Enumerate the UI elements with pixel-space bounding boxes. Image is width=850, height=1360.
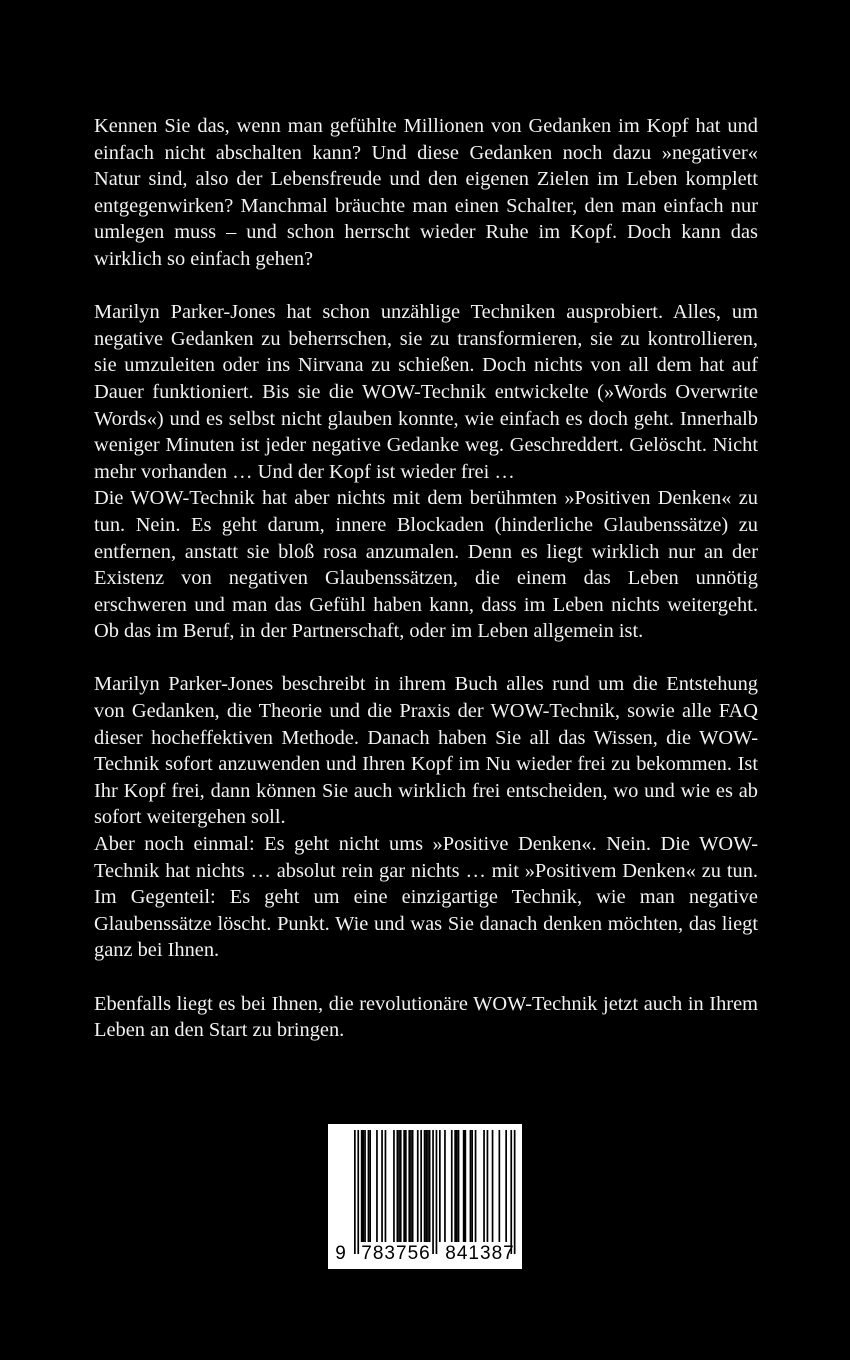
isbn-barcode <box>328 1124 522 1269</box>
barcode-bar <box>368 1130 370 1242</box>
barcode-digits <box>328 1242 522 1266</box>
barcode-guard-bar <box>514 1130 516 1254</box>
barcode-bar <box>400 1130 402 1242</box>
paragraph-author-story: Marilyn Parker-Jones hat schon unzählige Techniken ausprobiert. Alles, um negative Gedanken zu beherrschen, sie zu transformieren, sie zu kontrollieren, sie umzuleiten oder ins Nirvana zu schießen. Doch nichts von all dem hat auf Dauer funktioniert. Bis sie die WOW-Technik entwickelte (»Words Overwrite Words«) und es selbst nicht glauben konnte, wie einfach es doch geht. Innerhalb weniger Minuten ist jeder negative Gedanke weg. Geschreddert. Gelöscht. Nicht mehr vorhanden … Und der Kopf ist wieder frei … <box>94 301 758 483</box>
barcode-lead-digit: 9 <box>335 1243 347 1264</box>
barcode-bar <box>405 1130 407 1242</box>
paragraph-call-to-action: Ebenfalls liegt es bei Ihnen, die revolutionäre WOW-Technik jetzt auch in Ihrem Leben an den Start zu bringen. <box>94 992 758 1042</box>
barcode-bar <box>361 1130 363 1242</box>
barcode-bar <box>363 1130 365 1242</box>
barcode-bar <box>397 1130 399 1242</box>
barcode-guard-bar <box>436 1130 438 1254</box>
paragraph-book-content: Marilyn Parker-Jones beschreibt in ihrem Buch alles rund um die Entstehung von Gedanken, die Theorie und die Praxis der WOW-Technik, sowie alle FAQ dieser hocheffektiven Methode. Danach haben Sie all das Wissen, die WOW-Technik sofort anzuwenden und Ihren Kopf im Nu wieder frei zu bekommen. Ist Ihr Kopf frei, dann können Sie auch wirklich frei entscheiden, wo und wie es ab sofort weitergehen soll. <box>94 673 758 829</box>
barcode-bar <box>398 1130 400 1242</box>
barcode-bar <box>456 1130 458 1242</box>
barcode-bar <box>425 1130 427 1242</box>
barcode-bar <box>444 1130 446 1242</box>
paragraph-intro: Kennen Sie das, wenn man gefühlte Millionen von Gedanken im Kopf hat und einfach nicht abschalten kann? Und diese Gedanken noch dazu »negativer« Natur sind, also der Lebensfreude und den eigenen Zielen im Leben komplett entgegenwirken? Manchmal bräuchte man einen Schalter, den man einfach nur umlegen muss – und schon herrscht wieder Ruhe im Kopf. Doch kann das wirklich so einfach gehen? <box>94 115 758 270</box>
barcode-bar <box>364 1130 366 1242</box>
barcode-bar <box>471 1130 473 1242</box>
barcode-guard-bar <box>354 1130 356 1254</box>
barcode-bar <box>463 1130 465 1242</box>
barcode-bar <box>465 1130 467 1242</box>
barcode-bar <box>427 1130 429 1242</box>
barcode-bar <box>483 1130 485 1242</box>
barcode-bar <box>381 1130 383 1242</box>
barcode-bar <box>505 1130 507 1242</box>
barcode-bar <box>439 1130 441 1242</box>
barcode-bar <box>454 1130 456 1242</box>
barcode-left-group: 783756 <box>361 1243 431 1264</box>
barcode-bar <box>410 1130 412 1242</box>
barcode-bar <box>420 1130 422 1242</box>
barcode-bar <box>429 1130 431 1242</box>
barcode-guard-bar <box>357 1130 359 1254</box>
barcode-bar <box>424 1130 426 1242</box>
barcode-bar <box>376 1130 378 1242</box>
barcode-bar <box>492 1130 494 1242</box>
paragraph-not-positive-thinking: Aber noch einmal: Es geht nicht ums »Positive Denken«. Nein. Die WOW-Technik hat nichts … absolut rein gar nichts … mit »Positivem Denken« zu tun. Im Gegenteil: Es geht um eine einzigartige Technik, wie man negative Glaubenssätze löscht. Punkt. Wie und was Sie danach denken möchten, das liegt ganz bei Ihnen. <box>94 833 758 962</box>
barcode-bar <box>403 1130 405 1242</box>
barcode-bar <box>393 1130 395 1242</box>
barcode-bar <box>487 1130 489 1242</box>
barcode-bar <box>458 1130 460 1242</box>
barcode-bar <box>385 1130 387 1242</box>
barcode-bar <box>369 1130 371 1242</box>
paragraph-wow-technique: Die WOW-Technik hat aber nichts mit dem berühmten »Positiven Denken« zu tun. Nein. Es geht darum, innere Blockaden (hinderliche Glaubenssätze) zu entfernen, anstatt sie bloß rosa anzumalen. Denn es liegt wirklich nur an der Existenz von negativen Glaubenssätzen, die einem das Leben unnötig erschweren und man das Gefühl haben kann, dass im Leben nichts weitergeht. Ob das im Beruf, in der Partnerschaft, oder im Leben allgemein ist. <box>94 487 758 643</box>
barcode-right-group: 841387 <box>445 1243 515 1264</box>
barcode-bar <box>470 1130 472 1242</box>
barcode-bar <box>499 1130 501 1242</box>
barcode-bar <box>412 1130 414 1242</box>
barcode-bar <box>475 1130 477 1242</box>
barcode-guard-bar <box>432 1130 434 1254</box>
blurb-text <box>94 113 758 1044</box>
barcode-bar <box>408 1130 410 1242</box>
barcode-bar <box>451 1130 453 1242</box>
barcode-guard-bar <box>510 1130 512 1254</box>
barcode-bar <box>417 1130 419 1242</box>
